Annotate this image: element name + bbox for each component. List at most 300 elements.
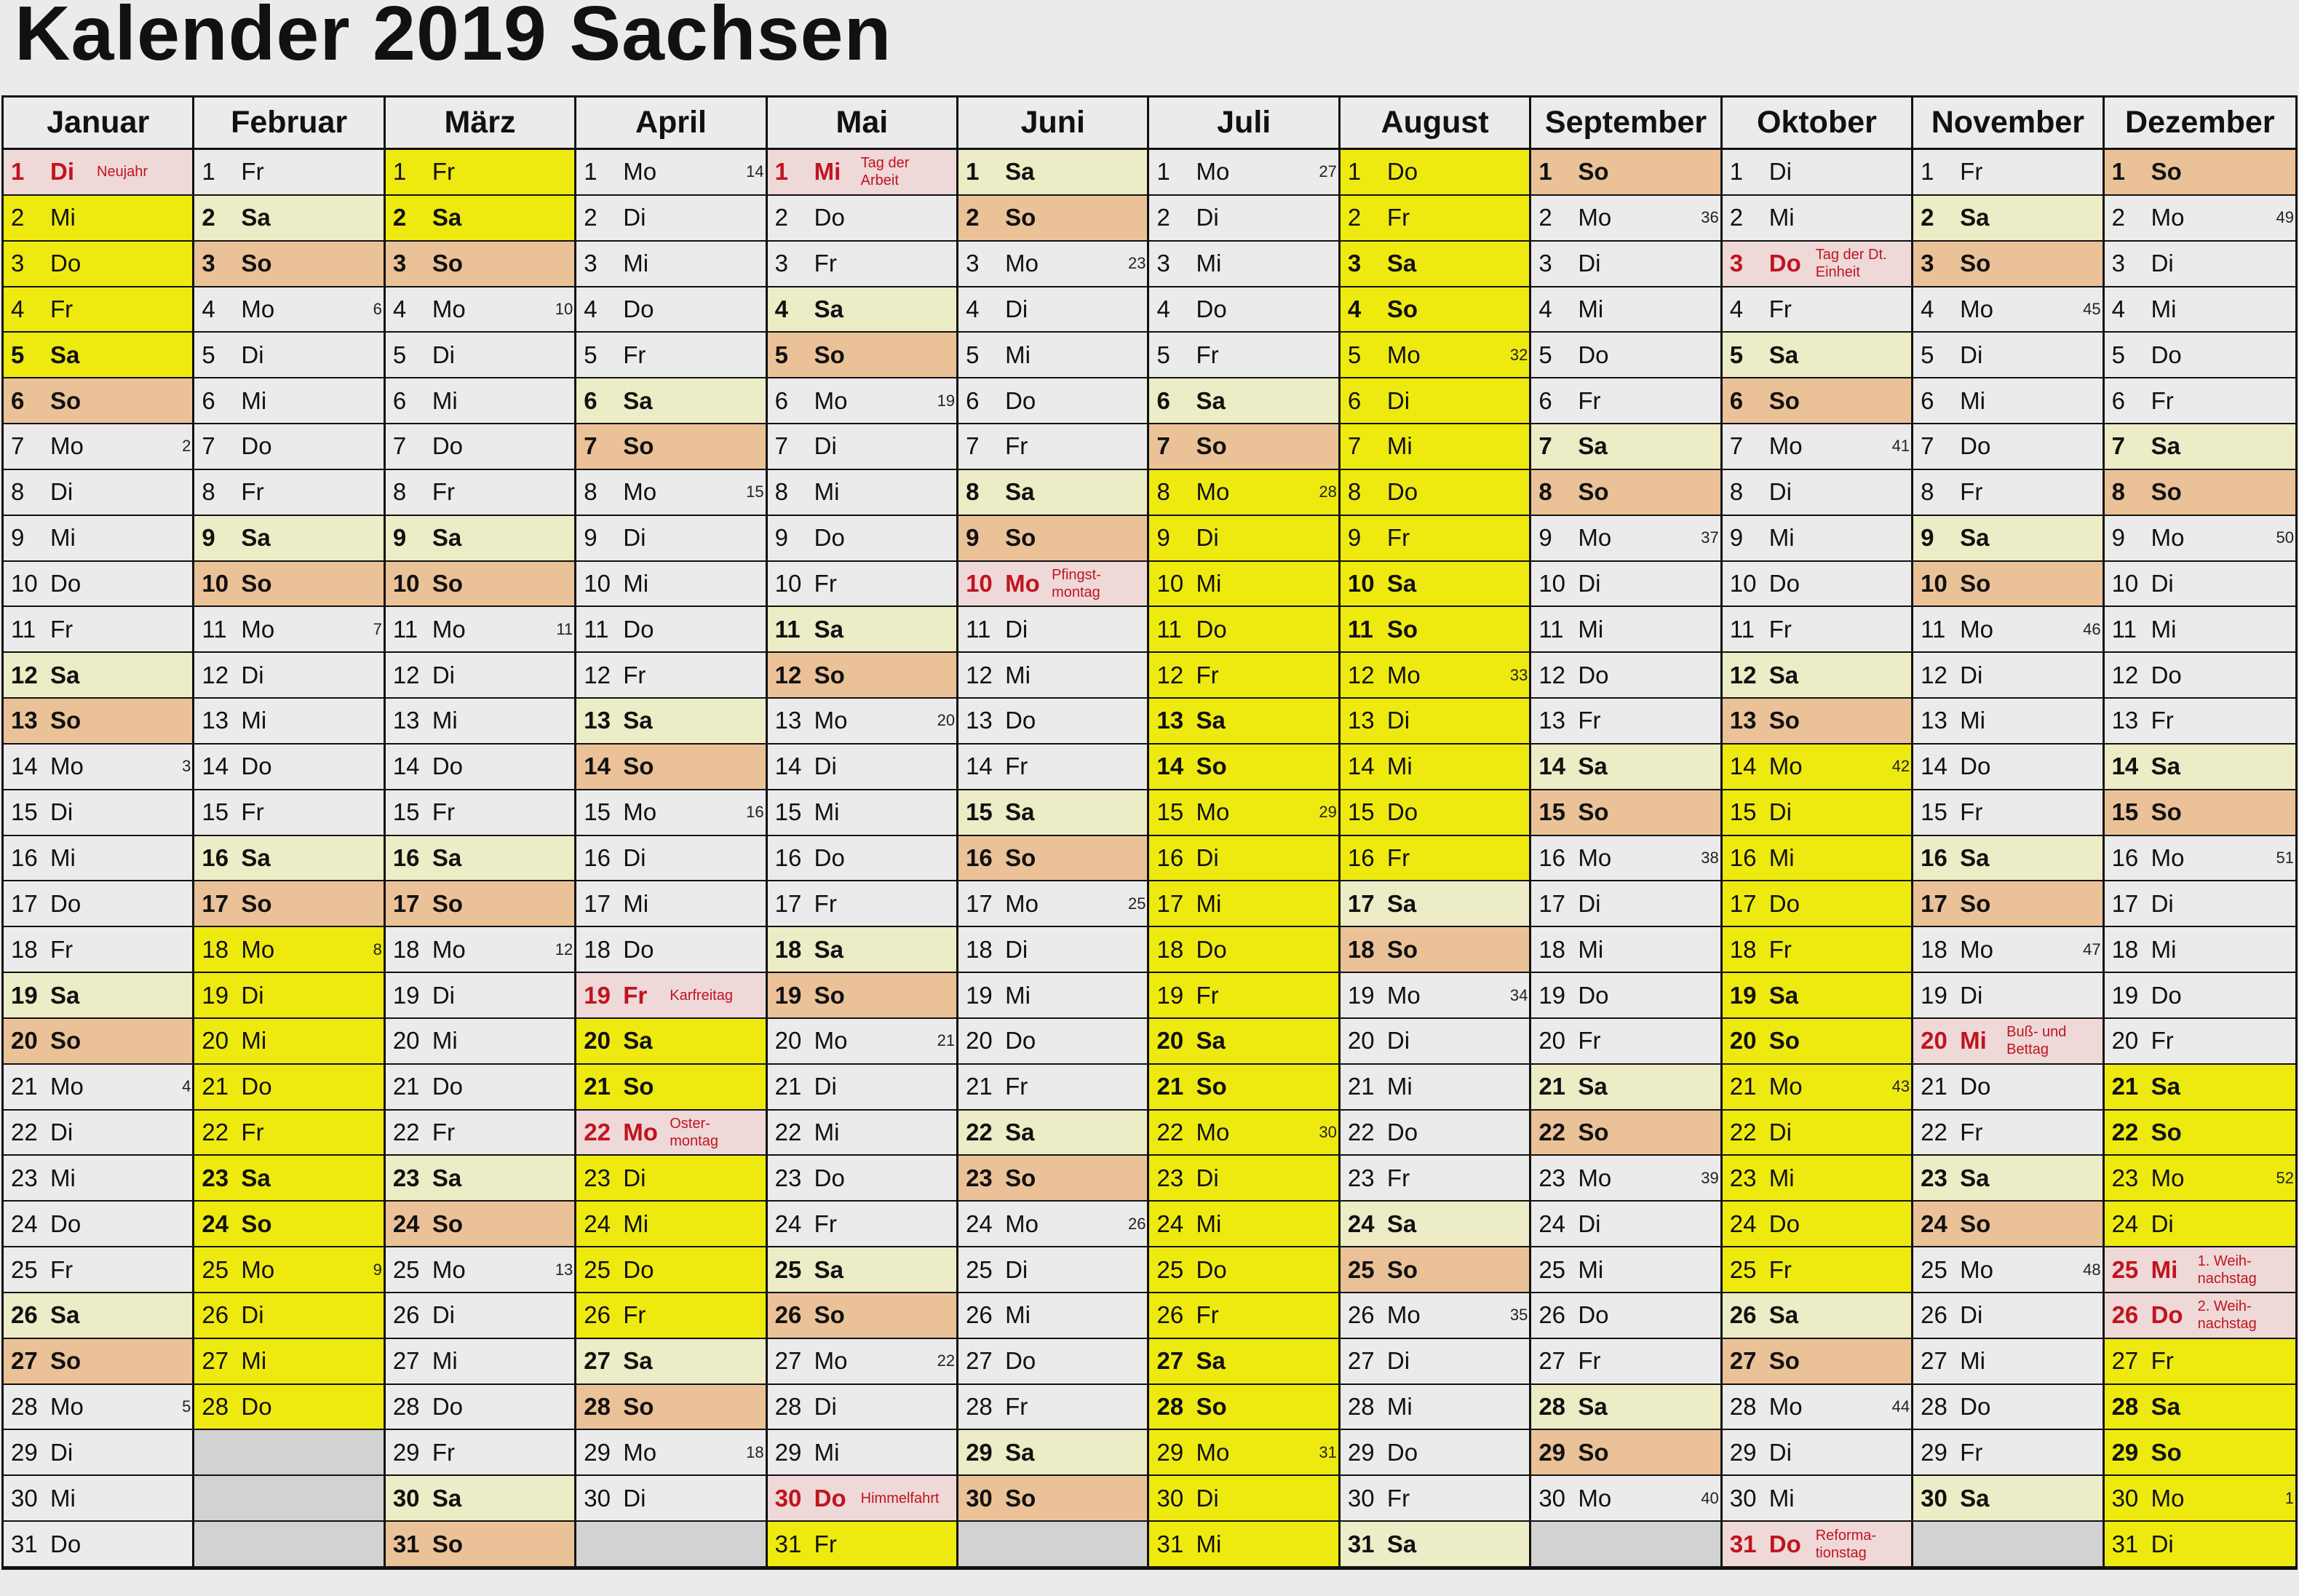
weekday-label: Sa (1005, 1119, 1035, 1146)
day-cell (1149, 927, 1340, 973)
weekday-label: Mi (1768, 524, 1795, 552)
day-cell (576, 378, 767, 424)
day-number: 3 (2111, 250, 2125, 277)
day-number: 19 (11, 981, 38, 1009)
weekday-label: Mi (1196, 1210, 1222, 1237)
day-cell (768, 562, 958, 608)
day-number: 21 (1347, 1073, 1375, 1100)
day-number: 29 (584, 1438, 611, 1466)
day-cell (386, 927, 576, 973)
day-number: 5 (774, 341, 789, 368)
day-cell (1149, 1430, 1340, 1476)
weekday-label: Mo (1005, 250, 1039, 277)
week-number: 43 (1891, 1077, 1910, 1096)
day-number: 4 (202, 295, 215, 322)
day-cell (1531, 607, 1722, 653)
day-cell (768, 653, 958, 699)
day-cell (2105, 881, 2295, 927)
weekday-label: So (814, 981, 845, 1009)
weekday-label: Mi (814, 478, 840, 506)
weekday-label: So (2151, 798, 2182, 826)
weekday-label: Mi (1960, 1027, 1987, 1055)
day-cell (1913, 150, 2104, 196)
weekday-label: Fr (241, 798, 264, 826)
day-number: 29 (1156, 1438, 1184, 1466)
day-number: 18 (584, 935, 611, 963)
day-cell (1149, 1247, 1340, 1293)
day-number: 30 (1347, 1484, 1375, 1512)
day-cell (194, 242, 385, 287)
day-cell (1913, 1247, 2104, 1293)
day-number: 8 (1921, 478, 1934, 506)
empty-cell (194, 1522, 385, 1568)
weekday-label: Mi (50, 1484, 76, 1512)
weekday-label: Fr (50, 935, 74, 963)
day-number: 17 (11, 889, 38, 917)
day-number: 24 (1729, 1210, 1757, 1237)
day-number: 17 (392, 889, 420, 917)
day-number: 14 (774, 753, 802, 780)
weekday-label: Di (1196, 524, 1219, 552)
day-number: 7 (1347, 432, 1362, 460)
day-number: 12 (774, 661, 802, 688)
day-number: 31 (1347, 1530, 1375, 1557)
weekday-label: So (2151, 1438, 2182, 1466)
weekday-label: Sa (241, 843, 271, 871)
week-number: 18 (746, 1442, 764, 1461)
day-number: 18 (1729, 935, 1757, 963)
weekday-label: Sa (50, 981, 80, 1009)
day-cell (1531, 881, 1722, 927)
day-number: 1 (392, 158, 407, 186)
day-cell (1149, 1522, 1340, 1568)
day-cell (1531, 973, 1722, 1019)
weekday-label: Di (2151, 250, 2174, 277)
day-number: 29 (966, 1438, 993, 1466)
day-cell (1913, 607, 2104, 653)
day-number: 30 (1729, 1484, 1757, 1512)
day-number: 15 (774, 798, 802, 826)
weekday-label: Di (1960, 341, 1983, 368)
day-cell (1723, 287, 1913, 333)
week-number: 33 (1509, 665, 1528, 684)
day-cell (958, 196, 1149, 242)
weekday-label: Di (50, 158, 74, 186)
day-number: 31 (392, 1530, 420, 1557)
day-number: 9 (11, 524, 25, 552)
day-cell (386, 1019, 576, 1065)
day-cell (1341, 1339, 1531, 1385)
day-number: 26 (1347, 1301, 1375, 1329)
day-cell (2105, 424, 2295, 470)
weekday-label: Do (50, 1210, 82, 1237)
day-cell (4, 196, 194, 242)
day-number: 7 (1729, 432, 1744, 460)
day-number: 8 (966, 478, 980, 506)
day-cell (1341, 1019, 1531, 1065)
day-number: 24 (202, 1210, 229, 1237)
day-cell (576, 1385, 767, 1431)
day-cell (1149, 424, 1340, 470)
day-number: 11 (392, 615, 418, 643)
weekday-label: So (1960, 1210, 1991, 1237)
weekday-label: Do (1768, 1530, 1801, 1557)
weekday-label: Fr (241, 1119, 264, 1146)
day-cell (958, 1111, 1149, 1156)
day-cell (768, 1385, 958, 1431)
day-number: 30 (584, 1484, 611, 1512)
day-number: 5 (584, 341, 597, 368)
weekday-label: Di (1386, 1027, 1410, 1055)
day-number: 19 (202, 981, 229, 1009)
calendar-grid (1, 95, 2298, 1570)
day-cell (1723, 1202, 1913, 1247)
day-cell (1913, 562, 2104, 608)
day-number: 12 (1156, 661, 1184, 688)
day-cell (1531, 790, 1722, 836)
day-cell (1341, 333, 1531, 378)
day-number: 2 (774, 204, 789, 231)
day-number: 10 (2111, 569, 2139, 597)
day-number: 12 (1921, 661, 1947, 688)
day-number: 23 (392, 1164, 420, 1191)
weekday-label: Mo (1768, 1393, 1803, 1421)
weekday-label: Do (1386, 1119, 1418, 1146)
day-number: 21 (966, 1073, 993, 1100)
day-cell (576, 836, 767, 882)
weekday-label: So (623, 432, 654, 460)
day-number: 27 (1156, 1347, 1184, 1375)
day-cell (768, 287, 958, 333)
day-cell (1913, 333, 2104, 378)
day-cell (1723, 1293, 1913, 1339)
weekday-label: Sa (1578, 1073, 1608, 1100)
weekday-label: Fr (1196, 1301, 1219, 1329)
day-cell (1531, 150, 1722, 196)
day-number: 20 (392, 1027, 420, 1055)
day-cell (386, 1247, 576, 1293)
day-number: 31 (1729, 1530, 1757, 1557)
day-number: 4 (2111, 295, 2125, 322)
day-number: 14 (1538, 753, 1566, 780)
day-number: 9 (392, 524, 407, 552)
day-cell (1341, 516, 1531, 562)
day-number: 16 (966, 843, 993, 871)
weekday-label: Mo (814, 1347, 848, 1375)
weekday-label: Mo (241, 615, 275, 643)
day-cell (2105, 378, 2295, 424)
weekday-label: So (432, 250, 463, 277)
day-cell (1531, 242, 1722, 287)
weekday-label: Fr (623, 981, 648, 1009)
day-cell (1149, 333, 1340, 378)
weekday-label: Do (1768, 569, 1800, 597)
weekday-label: Mi (1005, 1301, 1031, 1329)
weekday-label: Do (814, 843, 845, 871)
weekday-label: Do (241, 753, 272, 780)
weekday-label: So (1196, 1393, 1227, 1421)
day-number: 30 (2111, 1484, 2139, 1512)
week-number: 8 (373, 940, 382, 958)
day-number: 11 (202, 615, 227, 643)
weekday-label: Di (1768, 158, 1792, 186)
day-cell (576, 607, 767, 653)
day-number: 30 (1538, 1484, 1566, 1512)
day-number: 30 (11, 1484, 38, 1512)
day-number: 28 (1156, 1393, 1184, 1421)
day-number: 2 (1729, 204, 1744, 231)
day-cell (1723, 653, 1913, 699)
weekday-label: Sa (1768, 341, 1799, 368)
day-number: 21 (1729, 1073, 1757, 1100)
weekday-label: Do (1196, 935, 1227, 963)
day-cell (1149, 1385, 1340, 1431)
day-cell (4, 150, 194, 196)
day-number: 16 (1538, 843, 1566, 871)
day-number: 1 (584, 158, 597, 186)
day-cell (958, 653, 1149, 699)
weekday-label: So (1005, 204, 1036, 231)
weekday-label: Di (1386, 707, 1410, 734)
weekday-label: Fr (1960, 158, 1983, 186)
day-cell (1149, 1339, 1340, 1385)
day-number: 6 (2111, 386, 2125, 414)
week-number: 37 (1701, 528, 1719, 547)
week-number: 46 (2083, 619, 2101, 638)
day-number: 25 (2111, 1255, 2139, 1283)
weekday-label: Mi (1196, 569, 1222, 597)
weekday-label: Do (2151, 341, 2182, 368)
day-cell (1341, 150, 1531, 196)
day-cell (4, 1111, 194, 1156)
week-number: 41 (1891, 437, 1910, 456)
day-number: 16 (392, 843, 420, 871)
day-number: 29 (1538, 1438, 1566, 1466)
day-number: 25 (1347, 1255, 1375, 1283)
weekday-label: Sa (1196, 1027, 1226, 1055)
month-header: April (576, 98, 767, 150)
day-number: 21 (1538, 1073, 1566, 1100)
day-cell (1913, 287, 2104, 333)
weekday-label: Sa (50, 341, 80, 368)
day-cell (576, 1065, 767, 1111)
weekday-label: Mi (1386, 753, 1413, 780)
day-cell (194, 287, 385, 333)
day-number: 27 (11, 1347, 38, 1375)
day-number: 29 (1921, 1438, 1947, 1466)
week-number: 47 (2083, 940, 2101, 958)
day-cell (1341, 1156, 1531, 1202)
day-cell (1531, 1156, 1722, 1202)
day-cell (1913, 699, 2104, 745)
day-number: 26 (1921, 1301, 1947, 1329)
day-cell (4, 1202, 194, 1247)
day-cell (576, 1202, 767, 1247)
weekday-label: Do (1196, 1255, 1227, 1283)
day-number: 7 (2111, 432, 2125, 460)
day-number: 12 (584, 661, 611, 688)
day-cell (386, 424, 576, 470)
day-cell (958, 1339, 1149, 1385)
week-number: 45 (2083, 299, 2101, 318)
day-number: 10 (966, 569, 993, 597)
day-number: 5 (1538, 341, 1552, 368)
day-number: 10 (584, 569, 611, 597)
week-number: 13 (555, 1260, 573, 1279)
weekday-label: Sa (1960, 843, 1990, 871)
day-number: 25 (11, 1255, 38, 1283)
week-number: 2 (182, 437, 191, 456)
weekday-label: Sa (1578, 1393, 1608, 1421)
day-cell (1341, 378, 1531, 424)
day-cell (194, 881, 385, 927)
month-header: Mai (768, 98, 958, 150)
day-number: 29 (1347, 1438, 1375, 1466)
day-cell (1531, 1293, 1722, 1339)
day-number: 10 (392, 569, 420, 597)
weekday-label: Mi (2151, 1255, 2178, 1283)
day-cell (2105, 1476, 2295, 1522)
weekday-label: Mo (1005, 889, 1039, 917)
day-number: 19 (774, 981, 802, 1009)
day-number: 27 (1921, 1347, 1947, 1375)
weekday-label: Fr (1768, 1255, 1792, 1283)
weekday-label: So (1005, 524, 1036, 552)
day-cell (958, 1065, 1149, 1111)
weekday-label: Sa (623, 386, 653, 414)
day-number: 26 (392, 1301, 420, 1329)
day-cell (1723, 1065, 1913, 1111)
weekday-label: Sa (1386, 569, 1417, 597)
weekday-label: Di (241, 981, 264, 1009)
day-cell (4, 745, 194, 790)
day-cell (1341, 927, 1531, 973)
weekday-label: So (432, 1530, 463, 1557)
day-number: 13 (202, 707, 229, 734)
weekday-label: Mi (432, 1027, 458, 1055)
weekday-label: Mi (814, 1119, 840, 1146)
day-number: 18 (1156, 935, 1184, 963)
day-cell (1913, 653, 2104, 699)
day-number: 2 (11, 204, 25, 231)
day-cell (1531, 836, 1722, 882)
day-cell (576, 242, 767, 287)
weekday-label: So (623, 1393, 654, 1421)
weekday-label: Mi (623, 1210, 649, 1237)
day-cell (958, 242, 1149, 287)
day-cell (194, 562, 385, 608)
day-cell (4, 378, 194, 424)
day-cell (4, 1476, 194, 1522)
day-cell (768, 470, 958, 516)
weekday-label: Fr (50, 1255, 74, 1283)
weekday-label: Sa (2151, 753, 2180, 780)
weekday-label: So (1386, 615, 1418, 643)
day-number: 1 (1347, 158, 1362, 186)
day-cell (2105, 470, 2295, 516)
day-number: 19 (1156, 981, 1184, 1009)
weekday-label: Mo (2151, 204, 2185, 231)
day-number: 20 (1921, 1027, 1947, 1055)
day-number: 29 (1729, 1438, 1757, 1466)
weekday-label: Di (2151, 569, 2174, 597)
weekday-label: Mi (1960, 1347, 1985, 1375)
weekday-label: Mi (1768, 204, 1795, 231)
day-number: 30 (1156, 1484, 1184, 1512)
weekday-label: Do (50, 250, 82, 277)
day-number: 9 (1538, 524, 1552, 552)
day-number: 2 (392, 204, 407, 231)
day-number: 21 (2111, 1073, 2139, 1100)
day-number: 17 (1538, 889, 1566, 917)
weekday-label: Mo (1960, 935, 1993, 963)
day-cell (1723, 196, 1913, 242)
day-cell (1149, 242, 1340, 287)
weekday-label: Mi (241, 386, 267, 414)
day-cell (1723, 424, 1913, 470)
day-cell (1341, 1385, 1531, 1431)
empty-cell (194, 1476, 385, 1522)
day-number: 7 (1156, 432, 1170, 460)
day-cell (2105, 607, 2295, 653)
weekday-label: So (432, 1210, 463, 1237)
day-cell (1531, 287, 1722, 333)
day-cell (576, 1339, 767, 1385)
day-number: 8 (1347, 478, 1362, 506)
day-number: 20 (1729, 1027, 1757, 1055)
weekday-label: Sa (1960, 524, 1990, 552)
month-header: Februar (194, 98, 385, 150)
week-number: 34 (1509, 985, 1528, 1004)
day-cell (958, 287, 1149, 333)
week-number: 20 (937, 711, 956, 730)
weekday-label: Mo (50, 432, 84, 460)
weekday-label: Mo (1768, 753, 1803, 780)
day-number: 16 (1921, 843, 1947, 871)
day-cell (1723, 1111, 1913, 1156)
weekday-label: Mi (814, 1438, 840, 1466)
weekday-label: So (1386, 295, 1418, 322)
weekday-label: So (1960, 250, 1991, 277)
weekday-label: Fr (2151, 1027, 2174, 1055)
day-number: 4 (392, 295, 407, 322)
day-cell (768, 973, 958, 1019)
day-number: 13 (11, 707, 38, 734)
page-title: Kalender 2019 Sachsen (15, 0, 892, 76)
weekday-label: Mo (623, 1438, 657, 1466)
day-number: 17 (1156, 889, 1184, 917)
day-cell (2105, 333, 2295, 378)
weekday-label: Di (1005, 615, 1028, 643)
weekday-label: Fr (623, 661, 646, 688)
day-number: 13 (1347, 707, 1375, 734)
weekday-label: Di (2151, 1530, 2174, 1557)
weekday-label: So (50, 707, 82, 734)
day-number: 6 (966, 386, 980, 414)
weekday-label: Mo (50, 753, 84, 780)
day-cell (386, 790, 576, 836)
weekday-label: Do (623, 615, 654, 643)
weekday-label: Do (814, 204, 845, 231)
day-number: 10 (774, 569, 802, 597)
month-header: August (1341, 98, 1531, 150)
weekday-label: Do (1960, 432, 1991, 460)
day-number: 8 (11, 478, 25, 506)
day-cell (1341, 1522, 1531, 1568)
day-cell (1149, 1111, 1340, 1156)
day-number: 30 (1921, 1484, 1947, 1512)
day-cell (768, 150, 958, 196)
